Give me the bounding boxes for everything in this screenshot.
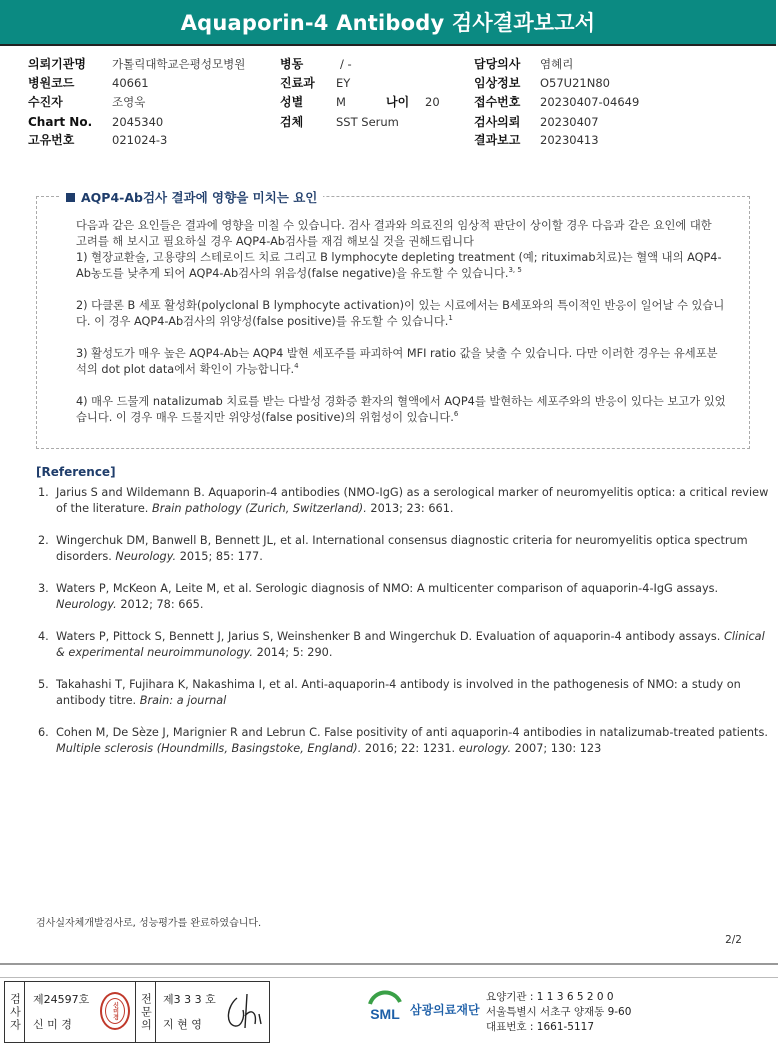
reference-journal: Neurology. (56, 598, 117, 611)
factor-item (76, 394, 726, 426)
report-date-value: 20230413 (540, 133, 599, 147)
clinical-info-value: O57U21N80 (540, 76, 610, 90)
reference-tail: 2013; 23: 661. (370, 502, 454, 515)
reference-journal: Neurology. (115, 550, 177, 563)
footer-divider (0, 977, 778, 978)
chart-no-label: Chart No. (28, 115, 93, 129)
examiner-label (5, 982, 25, 1042)
sml-logo-text: SML (370, 1006, 400, 1022)
ward-value: / - (340, 57, 352, 71)
clinical-info-label: 임상정보 (474, 76, 521, 90)
stamp-inner (105, 998, 125, 1024)
factor-item (76, 250, 726, 282)
square-bullet-icon (66, 193, 75, 202)
reference-journal: Clinical & experimental neuroimmunology. (56, 630, 765, 659)
ward-label: 병동 (280, 57, 304, 71)
chart-no-value: 2045340 (112, 115, 164, 129)
receipt-no-value: 20230407-04649 (540, 95, 640, 109)
reference-item (38, 725, 773, 757)
factor-item (76, 298, 726, 330)
reference-number: 3. (38, 582, 49, 595)
recipient-value: 조영욱 (112, 95, 146, 109)
reference-text: Takahashi T, Fujihara K, Nakashima I, et al. Anti-aquaporin-4 antibody is involved in the pathogenesis of NMO: a study on antibody titre. (56, 678, 741, 707)
handwritten-signature-icon (223, 988, 267, 1036)
specialist-label-text: 전문의 (139, 992, 153, 1032)
factors-heading (60, 188, 323, 206)
reference-list (38, 485, 773, 773)
reference-journal: Brain: a journal (139, 694, 227, 707)
unique-no-label: 고유번호 (28, 133, 75, 147)
report-header (0, 0, 776, 46)
specialist-name: 지 현 영 (163, 1018, 202, 1031)
reference-item (38, 581, 773, 613)
reference-text: Jarius S and Wildemann B. Aquaporin-4 antibodies (NMO-IgG) as a serological marker of neuromyelitis optica: a critical review of the literature. (56, 486, 769, 515)
physician-label: 담당의사 (474, 57, 521, 71)
lab-name: 삼광의료재단 (410, 1002, 480, 1017)
reference-number: 1. (38, 486, 49, 499)
reference-journal: Brain pathology (Zurich, Switzerland). (151, 502, 367, 515)
factor-item-ref: 4 (294, 362, 299, 371)
reference-item (38, 629, 773, 661)
reference-text: Waters P, Pittock S, Bennett J, Jarius S, Weinshenker B and Wingerchuk D. Evaluation of aquaporin-4 antibody assays. (56, 630, 721, 643)
reference-item (38, 485, 773, 517)
unique-no-value: 021024-3 (112, 133, 168, 147)
factor-item-text: 3) 활성도가 매우 높은 AQP4-Ab는 AQP4 발현 세포주를 파괴하여 MFI ratio 값을 낮출 수 있습니다. 다만 이러한 경우는 유세포분석의 dot plot data에서 확인이 가능합니다. (76, 347, 718, 376)
certification-note: 검사실자체개발검사로, 성능평가를 완료하였습니다. (36, 918, 262, 929)
report-date-label: 결과보고 (474, 133, 521, 147)
patient-info (28, 56, 768, 150)
factor-item (76, 346, 726, 378)
reference-tail: 2015; 85: 177. (179, 550, 263, 563)
factor-item-ref: 6 (453, 410, 459, 419)
factors-intro: 다음과 같은 요인들은 결과에 영향을 미칠 수 있습니다. 검사 결과와 의료진의 임상적 판단이 상이할 경우 다음과 같은 요인에 대한 고려를 해 보시고 필요하실 경우 AQP4-Ab검사를 재검 해보실 것을 권해드립니다 (76, 219, 712, 248)
department-label: 진료과 (280, 76, 315, 90)
factors-text (76, 218, 726, 426)
factor-item-text: 2) 다클론 B 세포 활성화(polyclonal B lymphocyte activation)이 있는 시료에서는 B세포와의 특이적인 반응이 일어날 수 있습니다. 이 경우 AQP4-Ab검사의 위양성(false positive)를 유도할 수 있습니다. (76, 299, 725, 328)
reference-item (38, 677, 773, 709)
recipient-label: 수진자 (28, 95, 63, 109)
stamp-text: 신미경 (111, 1002, 119, 1020)
factor-item-text: 1) 혈장교환술, 고용량의 스테로이드 치료 그리고 B lymphocyte depleting treatment (예; rituximab치료)는 혈액 내의 AQP4-Ab농도를 낮추게 되어 AQP4-Ab검사의 위음성(false negative)을 유도할 수 있습니다. (76, 251, 722, 280)
seal-stamp-icon (100, 992, 130, 1030)
lab-logo (366, 990, 480, 1028)
sex-value: M (336, 95, 346, 109)
reference-tail: 2007; 130: 123 (514, 742, 602, 755)
reference-number: 5. (38, 678, 49, 691)
lab-nursing-no: 요양기관 : 1 1 3 6 5 2 0 0 (486, 991, 614, 1003)
factor-item-text: 4) 매우 드물게 natalizumab 치료를 받는 다발성 경화증 환자의 혈액에서 AQP4를 발현하는 세포주와의 반응이 있다는 보고가 있었습니다. 이 경우 매우 드물지만 위양성(false positive)의 위험성이 있습니다. (76, 395, 726, 424)
reference-tail: 2012; 78: 665. (120, 598, 204, 611)
reference-item (38, 533, 773, 565)
reference-journal: Multiple sclerosis (Houndmills, Basingstoke, England). (56, 742, 362, 755)
specialist-license: 제3 3 3 호 (163, 993, 216, 1006)
physician-value: 염혜리 (540, 57, 574, 71)
hospital-code-value: 40661 (112, 76, 149, 90)
factor-item-ref: 1 (448, 314, 453, 323)
reference-text: Cohen M, De Sèze J, Marignier R and Lebrun C. False positivity of anti aquaporin-4 antibodies in natalizumab-treated patients. (56, 726, 768, 739)
report-title: Aquaporin-4 Antibody 검사결과보고서 (180, 11, 596, 35)
age-value: 20 (425, 95, 440, 109)
reference-text: Wingerchuk DM, Banwell B, Bennett JL, et al. International consensus diagnostic criteria for neuromyelitis optica spectrum disorders. (56, 534, 748, 563)
receipt-no-label: 접수번호 (474, 95, 521, 109)
reference-number: 6. (38, 726, 49, 739)
lab-address: 서울특별시 서초구 양재동 9-60 (486, 1006, 632, 1018)
institution-value: 가톨릭대학교은평성모병원 (112, 57, 246, 71)
signature-block (4, 981, 270, 1043)
examiner-name: 신 미 경 (33, 1018, 72, 1031)
examiner-license: 제24597호 (33, 993, 90, 1006)
specialist-label (136, 982, 156, 1042)
factors-heading-text: AQP4-Ab검사 결과에 영향을 미치는 요인 (81, 190, 318, 205)
specimen-value: SST Serum (336, 115, 399, 129)
footer-divider (0, 963, 778, 965)
reference-tail: 2014; 5: 290. (256, 646, 333, 659)
department-value: EY (336, 76, 351, 90)
hospital-code-label: 병원코드 (28, 76, 75, 90)
institution-label: 의뢰기관명 (28, 57, 86, 71)
examiner-label-text: 검사자 (8, 992, 22, 1032)
request-date-label: 검사의뢰 (474, 115, 521, 129)
factor-item-ref: 3, 5 (508, 266, 522, 275)
request-date-value: 20230407 (540, 115, 599, 129)
specimen-label: 검체 (280, 115, 304, 129)
sex-label: 성별 (280, 95, 304, 109)
lab-info (486, 990, 631, 1035)
reference-heading: [Reference] (36, 465, 116, 479)
reference-tail: 2016; 22: 1231. (364, 742, 456, 755)
reference-journal: eurology. (458, 742, 512, 755)
age-label: 나이 (386, 95, 410, 109)
page-number: 2/2 (725, 934, 742, 946)
reference-number: 2. (38, 534, 49, 547)
lab-phone: 대표번호 : 1661-5117 (486, 1021, 595, 1033)
reference-text: Waters P, McKeon A, Leite M, et al. Serologic diagnosis of NMO: A multicenter comparison of aquaporin-4-IgG assays. (56, 582, 719, 595)
sml-logo-icon (366, 990, 404, 1028)
reference-number: 4. (38, 630, 49, 643)
